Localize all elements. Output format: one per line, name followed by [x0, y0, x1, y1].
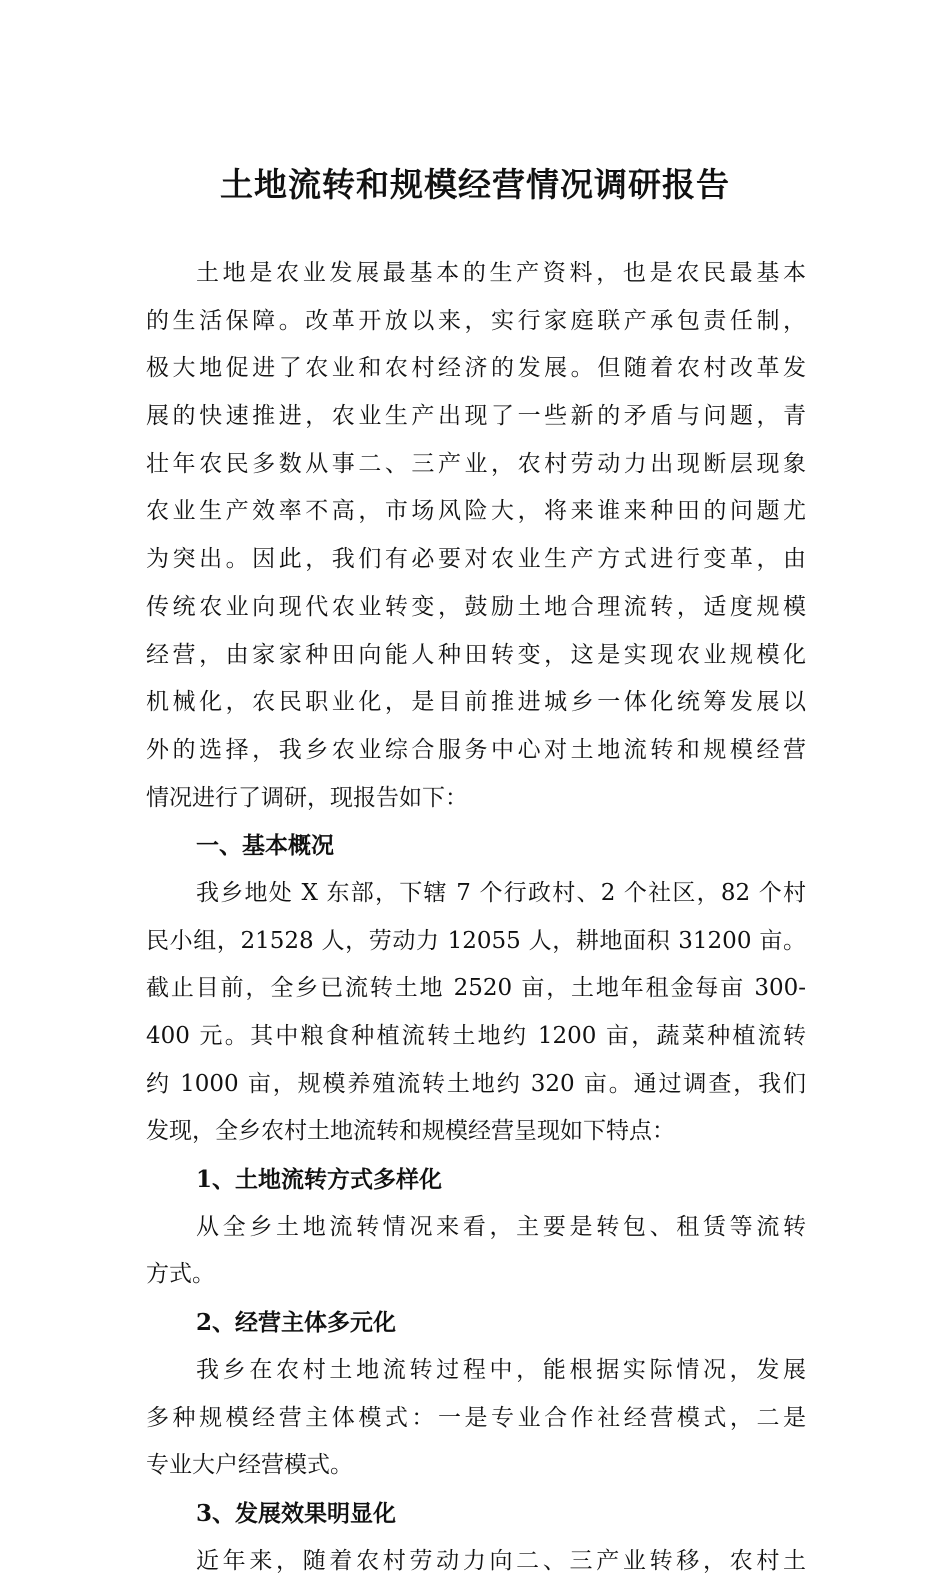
paragraph-line: 土地是农业发展最基本的生产资料，也是农民最基本: [196, 260, 806, 286]
paragraph-line: 截止目前，全乡已流转土地 2520 亩，土地年租金每亩 300-: [146, 975, 806, 1002]
paragraph-line: 约 1000 亩，规模养殖流转土地约 320 亩。通过调查，我们: [146, 1070, 806, 1097]
section-heading: 3、发展效果明显化: [196, 1499, 397, 1527]
paragraph-line: 传统农业向现代农业转变，鼓励土地合理流转，适度规模: [146, 593, 806, 620]
paragraph-line: 的生活保障。改革开放以来，实行家庭联产承包责任制，: [146, 307, 806, 334]
paragraph-line: 为突出。因此，我们有必要对农业生产方式进行变革，由: [146, 546, 806, 573]
paragraph-line: 从全乡土地流转情况来看，主要是转包、租赁等流转: [196, 1213, 806, 1240]
paragraph-line: 情况进行了调研，现报告如下：: [146, 784, 468, 811]
document-title: 土地流转和规模经营情况调研报告: [220, 165, 730, 204]
paragraph-line: 农业生产效率不高，市场风险大，将来谁来种田的问题尤: [146, 498, 806, 525]
paragraph-line: 多种规模经营主体模式：一是专业合作社经营模式，二是: [146, 1404, 806, 1431]
section-heading: 2、经营主体多元化: [196, 1309, 397, 1337]
paragraph-line: 展的快速推进，农业生产出现了一些新的矛盾与问题，青: [146, 403, 806, 430]
paragraph-line: 专业大户经营模式。: [146, 1452, 353, 1479]
paragraph-line: 发现，全乡农村土地流转和规模经营呈现如下特点：: [146, 1118, 675, 1145]
section-heading: 1、土地流转方式多样化: [196, 1166, 443, 1194]
paragraph-line: 壮年农民多数从事二、三产业，农村劳动力出现断层现象: [146, 450, 806, 477]
paragraph-line: 近年来，随着农村劳动力向二、三产业转移，农村土: [196, 1547, 806, 1574]
paragraph-line: 民小组，21528 人，劳动力 12055 人，耕地面积 31200 亩。: [146, 927, 806, 954]
paragraph-line: 400 元。其中粮食种植流转土地约 1200 亩，蔬菜种植流转: [146, 1023, 806, 1049]
paragraph-line: 我乡地处 X 东部，下辖 7 个行政村、2 个社区，82 个村: [196, 879, 806, 906]
paragraph-line: 我乡在农村土地流转过程中，能根据实际情况，发展: [196, 1356, 806, 1383]
document-body: [146, 250, 806, 1585]
section-heading: 一、基本概况: [196, 832, 334, 860]
paragraph-line: 机械化，农民职业化，是目前推进城乡一体化统筹发展以: [146, 689, 806, 716]
paragraph-line: 经营，由家家种田向能人种田转变，这是实现农业规模化: [146, 641, 806, 668]
paragraph-line: 极大地促进了农业和农村经济的发展。但随着农村改革发: [146, 355, 806, 382]
paragraph-line: 外的选择，我乡农业综合服务中心对土地流转和规模经营: [146, 736, 806, 763]
paragraph-line: 方式。: [146, 1261, 215, 1288]
